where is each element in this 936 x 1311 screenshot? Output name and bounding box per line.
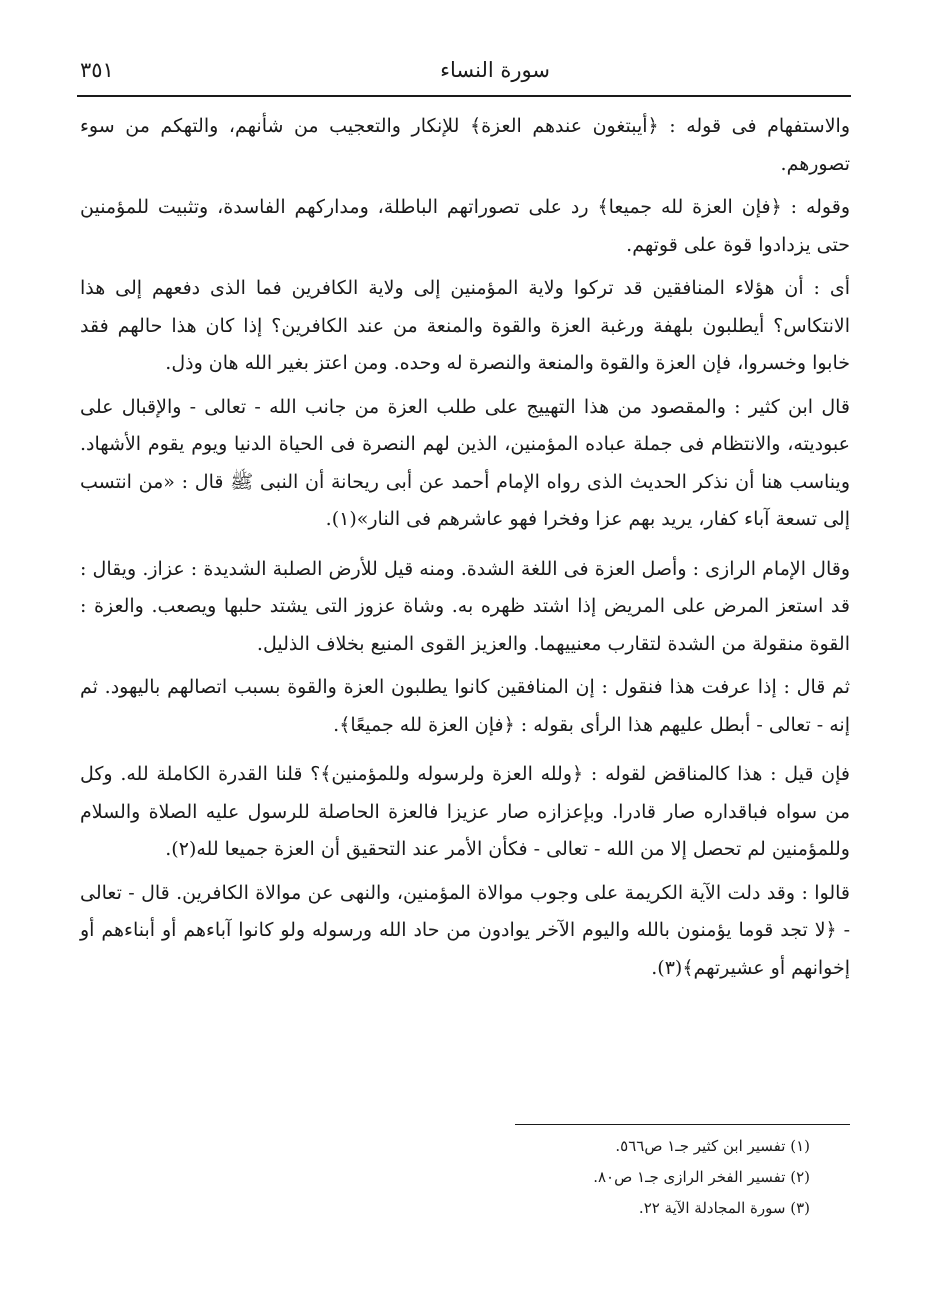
- footnote: (٢) تفسير الفخر الرازى جـ١ ص٨٠.: [593, 1168, 810, 1186]
- header-divider: [77, 95, 851, 97]
- footnote: (١) تفسير ابن كثير جـ١ ص٥٦٦.: [615, 1137, 810, 1155]
- body-text: [80, 108, 850, 987]
- page-number: ٣٥١: [80, 58, 114, 82]
- paragraph: وقوله : ﴿فإن العزة لله جميعا﴾ رد على تصوراتهم الباطلة، ومداركهم الفاسدة، وتثبيت للمؤمنين حتى يزدادوا قوة على قوتهم.: [80, 196, 850, 256]
- footnote: (٣) سورة المجادلة الآية ٢٢.: [638, 1199, 810, 1217]
- surah-title: سورة النساء: [440, 58, 550, 82]
- paragraph: والاستفهام فى قوله : ﴿أيبتغون عندهم العزة﴾ للإنكار والتعجيب من شأنهم، والتهكم من سوء تصورهم.: [80, 115, 850, 175]
- footnote-divider: [515, 1124, 850, 1125]
- paragraph: قالوا : وقد دلت الآية الكريمة على وجوب موالاة المؤمنين، والنهى عن موالاة الكافرين. قال - تعالى - ﴿لا تجد قوما يؤمنون بالله واليوم الآخر يوادون من حاد الله ورسوله ولو كانوا آباءهم أو أبناءهم أو إخوانهم أو عشيرتهم﴾(٣).: [80, 881, 850, 979]
- page-header: [80, 52, 850, 88]
- footnotes: [480, 1131, 810, 1224]
- paragraph: فإن قيل : هذا كالمناقض لقوله : ﴿ولله العزة ولرسوله وللمؤمنين﴾؟ قلنا القدرة الكاملة لله. وكل من سواه فباقداره صار قادرا. وبإعزازه صار عزيزا فالعزة الحاصلة للرسول عليه الصلاة والسلام وللمؤمنين لم تحصل إلا من الله - تعالى - فكأن الأمر عند التحقيق أن العزة جميعا لله(٢).: [80, 763, 850, 860]
- paragraph: قال ابن كثير : والمقصود من هذا التهييج على طلب العزة من جانب الله - تعالى - والإقبال على عبوديته، والانتظام فى جملة عباده المؤمنين، الذين لهم النصرة فى الحياة الدنيا ويوم يقوم الأشهاد. ويناسب هنا أن نذكر الحديث الذى رواه الإمام أحمد عن أبى ريحانة أن النبى ﷺ قال : «من انتسب إلى تسعة آباء كفار، يريد بهم عزا وفخرا فهو عاشرهم فى النار»(١).: [80, 395, 850, 530]
- paragraph: أى : أن هؤلاء المنافقين قد تركوا ولاية المؤمنين إلى ولاية الكافرين فما الذى دفعهم إلى هذا الانتكاس؟ أيطلبون بلهفة ورغبة العزة والقوة والمنعة من عند الكافرين؟ إذا كان هذا حالهم فقد خابوا وخسروا، فإن العزة والقوة والمنعة والنصرة له وحده. ومن اعتز بغير الله هان وذل.: [80, 277, 850, 374]
- paragraph: ثم قال : إذا عرفت هذا فنقول : إن المنافقين كانوا يطلبون العزة والقوة بسبب اتصالهم باليهود. ثم إنه - تعالى - أبطل عليهم هذا الرأى بقوله : ﴿فإن العزة لله جميعًا﴾.: [80, 676, 850, 736]
- paragraph: وقال الإمام الرازى : وأصل العزة فى اللغة الشدة. ومنه قيل للأرض الصلبة الشديدة : عزاز. ويقال : قد استعز المرض على المريض إذا اشتد ظهره به. وشاة عزوز التى يشتد حلبها ويصعب. والعزة : القوة منقولة من الشدة لتقارب معنييهما. والعزيز القوى المنيع بخلاف الذليل.: [80, 557, 850, 655]
